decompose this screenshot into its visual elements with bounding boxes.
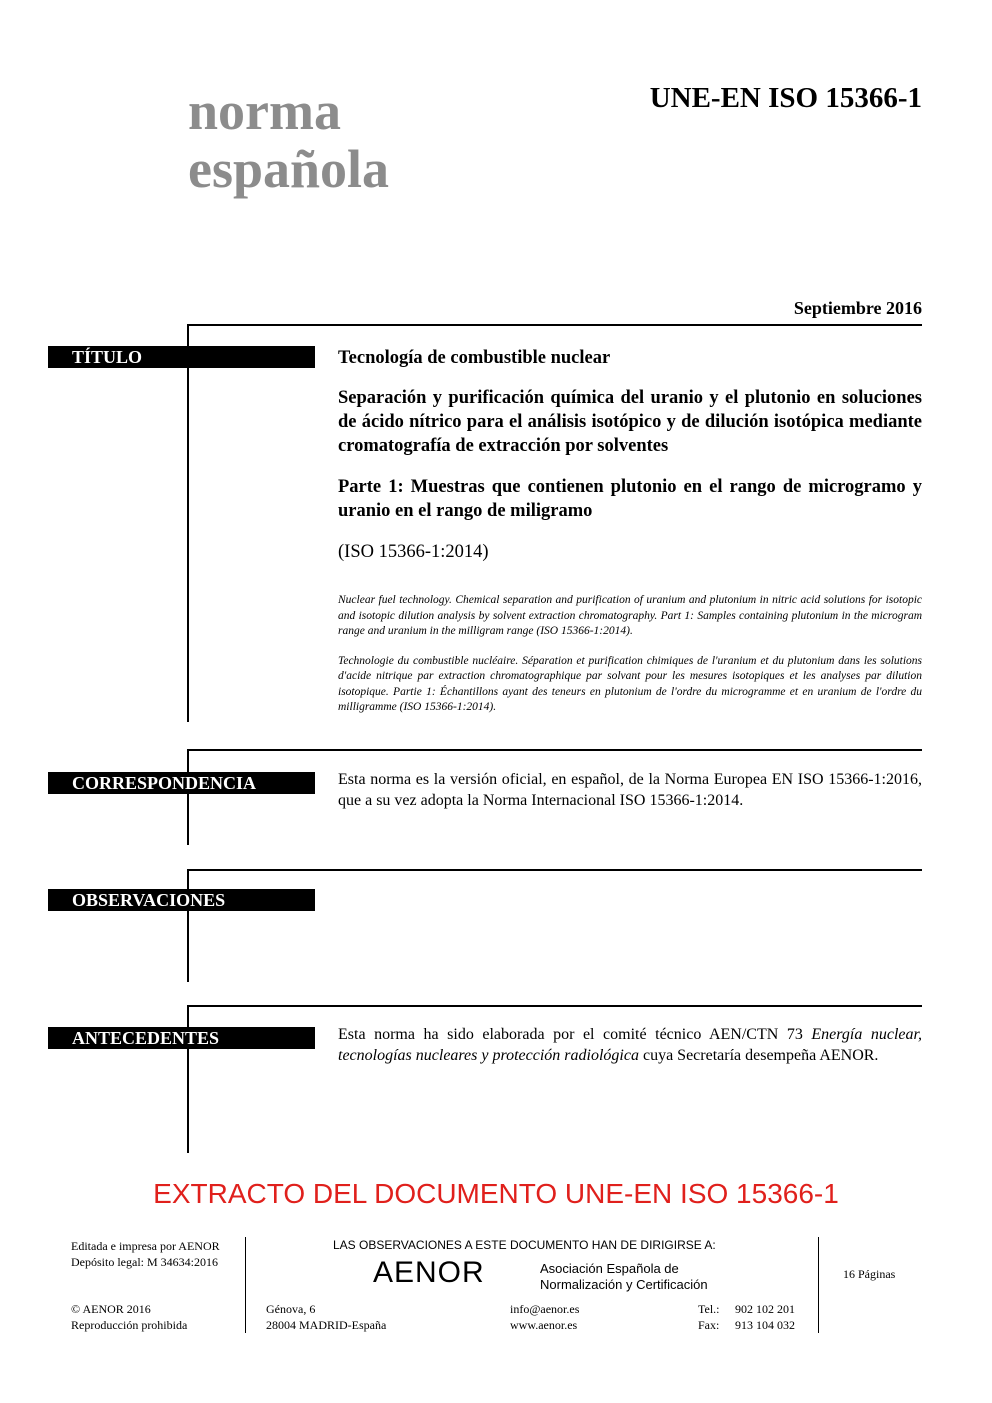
aenor-logo: AENOR (373, 1256, 485, 1289)
section-divider (188, 324, 922, 326)
assoc-line-2: Normalización y Certificación (540, 1277, 708, 1292)
section-divider (188, 1005, 922, 1007)
title-part: Parte 1: Muestras que contienen plutonio en el rango de microgramo y uranio en el rango de miligramo (338, 477, 922, 521)
tel-value: 902 102 201 (735, 1302, 795, 1316)
iso-reference: (ISO 15366-1:2014) (338, 542, 489, 562)
label-titulo: TÍTULO (48, 346, 315, 368)
address-line-1: Génova, 6 (266, 1302, 316, 1316)
fax-value: 913 104 032 (735, 1318, 795, 1332)
footer-deposit: Depósito legal: M 34634:2016 (71, 1255, 218, 1269)
brand-title (188, 82, 389, 198)
footer-reproduction: Reproducción prohibida (71, 1318, 188, 1332)
antecedentes-text (338, 1024, 922, 1066)
section-vertical-rule (187, 749, 189, 845)
section-vertical-rule (187, 324, 189, 722)
title-sub: Separación y purificación química del uranio y el plutonio en soluciones de ácido nítrico para el análisis isotópico y de dilución isotópica mediante cromatografía de extracción por solventes (338, 388, 922, 456)
publication-date: Septiembre 2016 (793, 298, 922, 318)
fax-label: Fax: (698, 1318, 720, 1332)
footer-phone-values (735, 1301, 795, 1333)
section-vertical-rule (187, 869, 189, 982)
footer-divider-right (818, 1237, 819, 1333)
footer-copyright-block (71, 1301, 187, 1333)
footer-email[interactable]: info@aenor.es (510, 1302, 580, 1316)
section-divider (188, 869, 922, 871)
address-line-2: 28004 MADRID-España (266, 1318, 387, 1332)
page-count: 16 Páginas (843, 1267, 896, 1281)
standard-code: UNE-EN ISO 15366-1 (649, 82, 922, 114)
english-title: Nuclear fuel technology. Chemical separation and purification of uranium and plutonium in nitric acid solutions for isotopic and isotopic dilution analysis by solvent extraction chromatography. Part 1: Samples containing plutonium in the microgram range and uranium in the milligram range (ISO 15366-1:2014). (338, 594, 922, 637)
footer-publisher (71, 1238, 220, 1270)
label-observaciones: OBSERVACIONES (48, 889, 315, 911)
titulo-content (338, 346, 922, 716)
antecedentes-text-b: cuya Secretaría desempeña AENOR. (638, 1047, 879, 1064)
footer-divider-left (245, 1237, 246, 1333)
footer-address (266, 1301, 386, 1333)
title-main: Tecnología de combustible nuclear (338, 348, 611, 368)
brand-line-1: norma (188, 81, 341, 141)
extract-notice: EXTRACTO DEL DOCUMENTO UNE-EN ISO 15366-1 (153, 1178, 839, 1209)
assoc-line-1: Asociación Española de (540, 1261, 679, 1276)
antecedentes-text-a: Esta norma ha sido elaborada por el comité técnico AEN/CTN 73 (338, 1026, 812, 1043)
correspondencia-text: Esta norma es la versión oficial, en español, de la Norma Europea EN ISO 15366-1:2016, que a su vez adopta la Norma Internacional ISO 15366-1:2014. (338, 771, 922, 809)
footer-contact (510, 1301, 579, 1333)
antecedentes-committee: Energía nuclear, tecnologías nucleares y protección radiológica (338, 1026, 922, 1064)
label-correspondencia: CORRESPONDENCIA (48, 772, 315, 794)
footer-phone-labels (698, 1301, 720, 1333)
label-antecedentes: ANTECEDENTES (48, 1027, 315, 1049)
footer-notice: LAS OBSERVACIONES A ESTE DOCUMENTO HAN DE DIRIGIRSE A: (333, 1238, 716, 1252)
footer-web[interactable]: www.aenor.es (510, 1318, 578, 1332)
brand-line-2: española (188, 139, 390, 199)
french-title: Technologie du combustible nucléaire. Séparation et purification chimiques de l'uranium et du plutonium dans les solutions d'acide nitrique par extraction chromatographique par solvant pour les mesures isotopiques et les analyses par dilution isotopique. Partie 1: Échantillons ayant des teneurs en plutonium de l'ordre du microgramme et en uranium de l'ordre du milligramme (ISO 15366-1:2014). (338, 654, 922, 713)
section-divider (188, 749, 922, 751)
tel-label: Tel.: (698, 1302, 720, 1316)
footer-edited: Editada e impresa por AENOR (71, 1239, 220, 1253)
footer-copyright: © AENOR 2016 (71, 1302, 151, 1316)
aenor-association (540, 1261, 708, 1293)
